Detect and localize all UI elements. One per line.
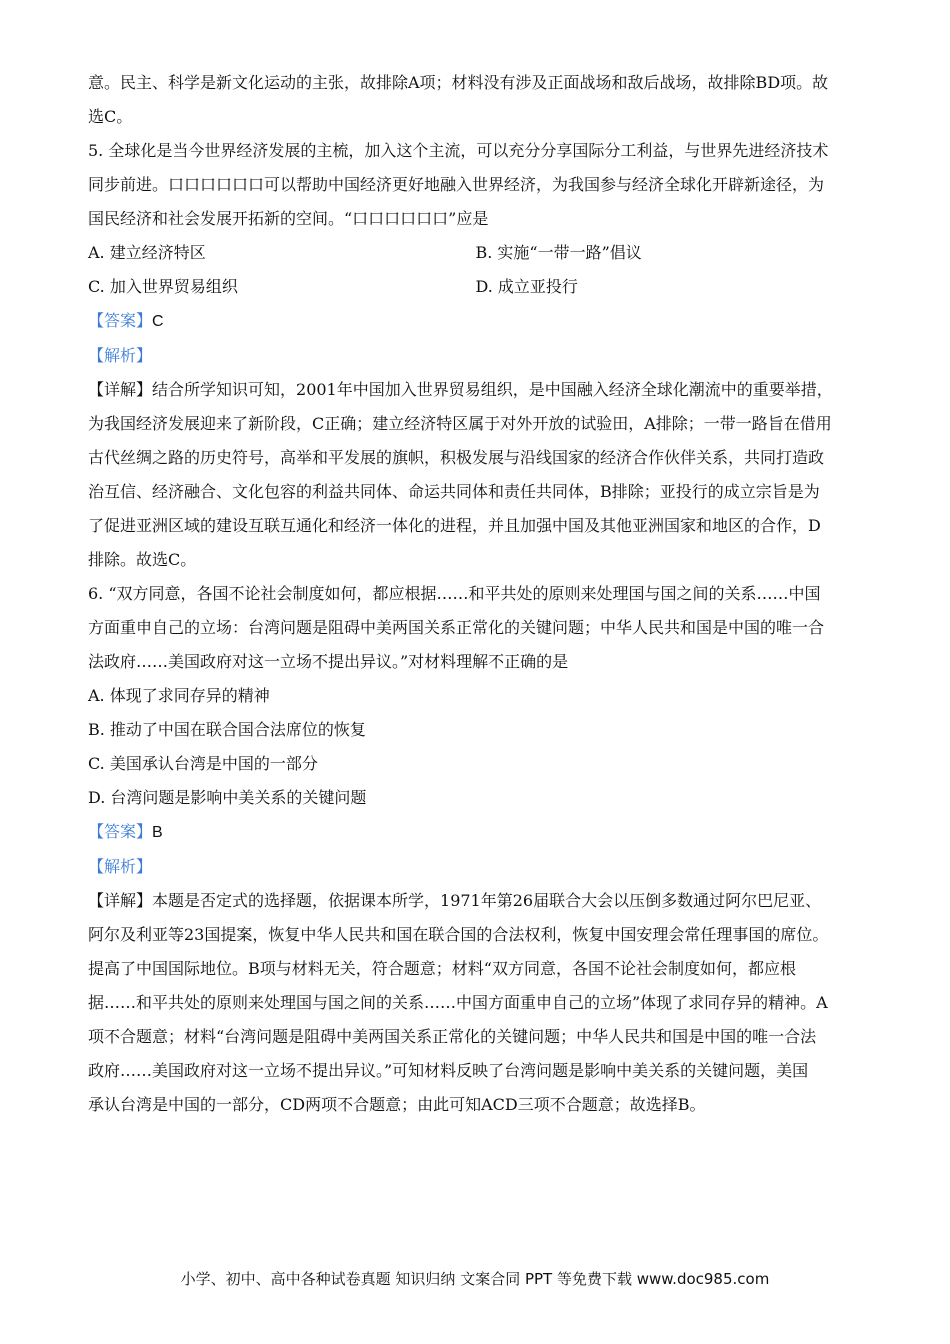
q6-answer — [88, 815, 863, 850]
q5-options-row-1 — [88, 236, 863, 270]
q6-detail-line-7: 承认台湾是中国的一部分，CD两项不合题意；由此可知ACD三项不合题意；故选择B。 — [88, 1095, 706, 1114]
q5-detail-line-5: 了促进亚洲区域的建设互联互通化和经济一体化的进程，并且加强中国及其他亚洲国家和地区的合作，D — [88, 516, 821, 535]
q5-detail-line-2: 为我国经济发展迎来了新阶段，C正确；建立经济特区属于对外开放的试验田，A排除；一带一路旨在借用 — [88, 414, 832, 433]
q6-detail-line-6: 政府……美国政府对这一立场不提出异议。”可知材料反映了台湾问题是影响中美关系的关键问题，美国 — [88, 1061, 809, 1080]
q5-stem-line-2: 同步前进。口口口口口口可以帮助中国经济更好地融入世界经济，为我国参与经济全球化开辟新途径，为 — [88, 175, 825, 194]
q5-detail-line-3: 古代丝绸之路的历史符号，高举和平发展的旗帜，积极发展与沿线国家的经济合作伙伴关系，共同打造政 — [88, 448, 825, 467]
q5-options-row-2 — [88, 270, 863, 304]
page-footer: 小学、初中、高中各种试卷真题 知识归纳 文案合同 PPT 等免费下载 www.doc985.com — [180, 1270, 770, 1288]
q5-detail-line-1 — [88, 373, 863, 407]
q6-analysis-tag: 【解析】 — [88, 857, 153, 876]
q6-stem-line-2: 方面重申自己的立场：台湾问题是阻碍中美两国关系正常化的关键问题；中华人民共和国是中国的唯一合 — [88, 618, 825, 637]
q6-analysis — [88, 850, 863, 884]
q5-detail-tag: 【详解】 — [88, 380, 153, 399]
q6-answer-tag: 【答案】 — [88, 822, 153, 841]
q5-answer-tag: 【答案】 — [88, 311, 153, 330]
q6-detail-text-1: 本题是否定式的选择题，依据课本所学，1971年第26届联合大会以压倒多数通过阿尔巴尼亚、 — [152, 891, 822, 910]
q6-option-a: A. 体现了求同存异的精神 — [88, 686, 270, 705]
q6-detail-line-4: 据……和平共处的原则来处理国与国之间的关系……中国方面重申自己的立场”体现了求同存异的精神。A — [88, 993, 828, 1012]
q6-option-d: D. 台湾问题是影响中美关系的关键问题 — [88, 788, 367, 807]
prev-line-2: 选C。 — [88, 107, 133, 126]
q5-analysis-tag: 【解析】 — [88, 346, 153, 365]
prev-line-1: 意。民主、科学是新文化运动的主张，故排除A项；材料没有涉及正面战场和敌后战场，故排除BD项。故 — [88, 73, 829, 92]
q5-option-c: C. 加入世界贸易组织 — [88, 277, 238, 296]
q5-detail-line-4: 治互信、经济融合、文化包容的利益共同体、命运共同体和责任共同体，B排除；亚投行的成立宗旨是为 — [88, 482, 820, 501]
q6-answer-value: B — [152, 824, 163, 841]
q6-option-b: B. 推动了中国在联合国合法席位的恢复 — [88, 720, 366, 739]
q5-option-d: D. 成立亚投行 — [475, 277, 578, 296]
q5-stem-line-3: 国民经济和社会发展开拓新的空间。“口口口口口口”应是 — [88, 209, 489, 228]
q5-detail-line-6: 排除。故选C。 — [88, 550, 197, 569]
q5-answer — [88, 304, 863, 339]
q5-detail-text-1: 结合所学知识可知，2001年中国加入世界贸易组织，是中国融入经济全球化潮流中的重要举措， — [152, 380, 833, 399]
q6-stem-line-3: 法政府……美国政府对这一立场不提出异议。”对材料理解不正确的是 — [88, 652, 569, 671]
q5-stem-line-1: 5. 全球化是当今世界经济发展的主梳，加入这个主流，可以充分分享国际分工利益，与世界先进经济技术 — [88, 141, 829, 160]
q6-detail-line-3: 提高了中国国际地位。B项与材料无关，符合题意；材料“双方同意，各国不论社会制度如何，都应根 — [88, 959, 796, 978]
q5-option-b: B. 实施“一带一路”倡议 — [475, 243, 642, 262]
q6-option-c: C. 美国承认台湾是中国的一部分 — [88, 754, 318, 773]
q6-detail-line-2: 阿尔及利亚等23国提案，恢复中华人民共和国在联合国的合法权利，恢复中国安理会常任理事国的席位。 — [88, 925, 829, 944]
q5-option-a: A. 建立经济特区 — [88, 243, 206, 262]
q5-analysis — [88, 339, 863, 373]
q5-answer-value: C — [152, 313, 164, 330]
q6-stem-line-1: 6. “双方同意，各国不论社会制度如何，都应根据……和平共处的原则来处理国与国之间的关系……中国 — [88, 584, 821, 603]
document-page — [88, 66, 863, 1122]
q6-detail-line-5: 项不合题意；材料“台湾问题是阻碍中美两国关系正常化的关键问题；中华人民共和国是中国的唯一合法 — [88, 1027, 817, 1046]
q6-detail-tag: 【详解】 — [88, 891, 153, 910]
q6-detail-line-1 — [88, 884, 863, 918]
